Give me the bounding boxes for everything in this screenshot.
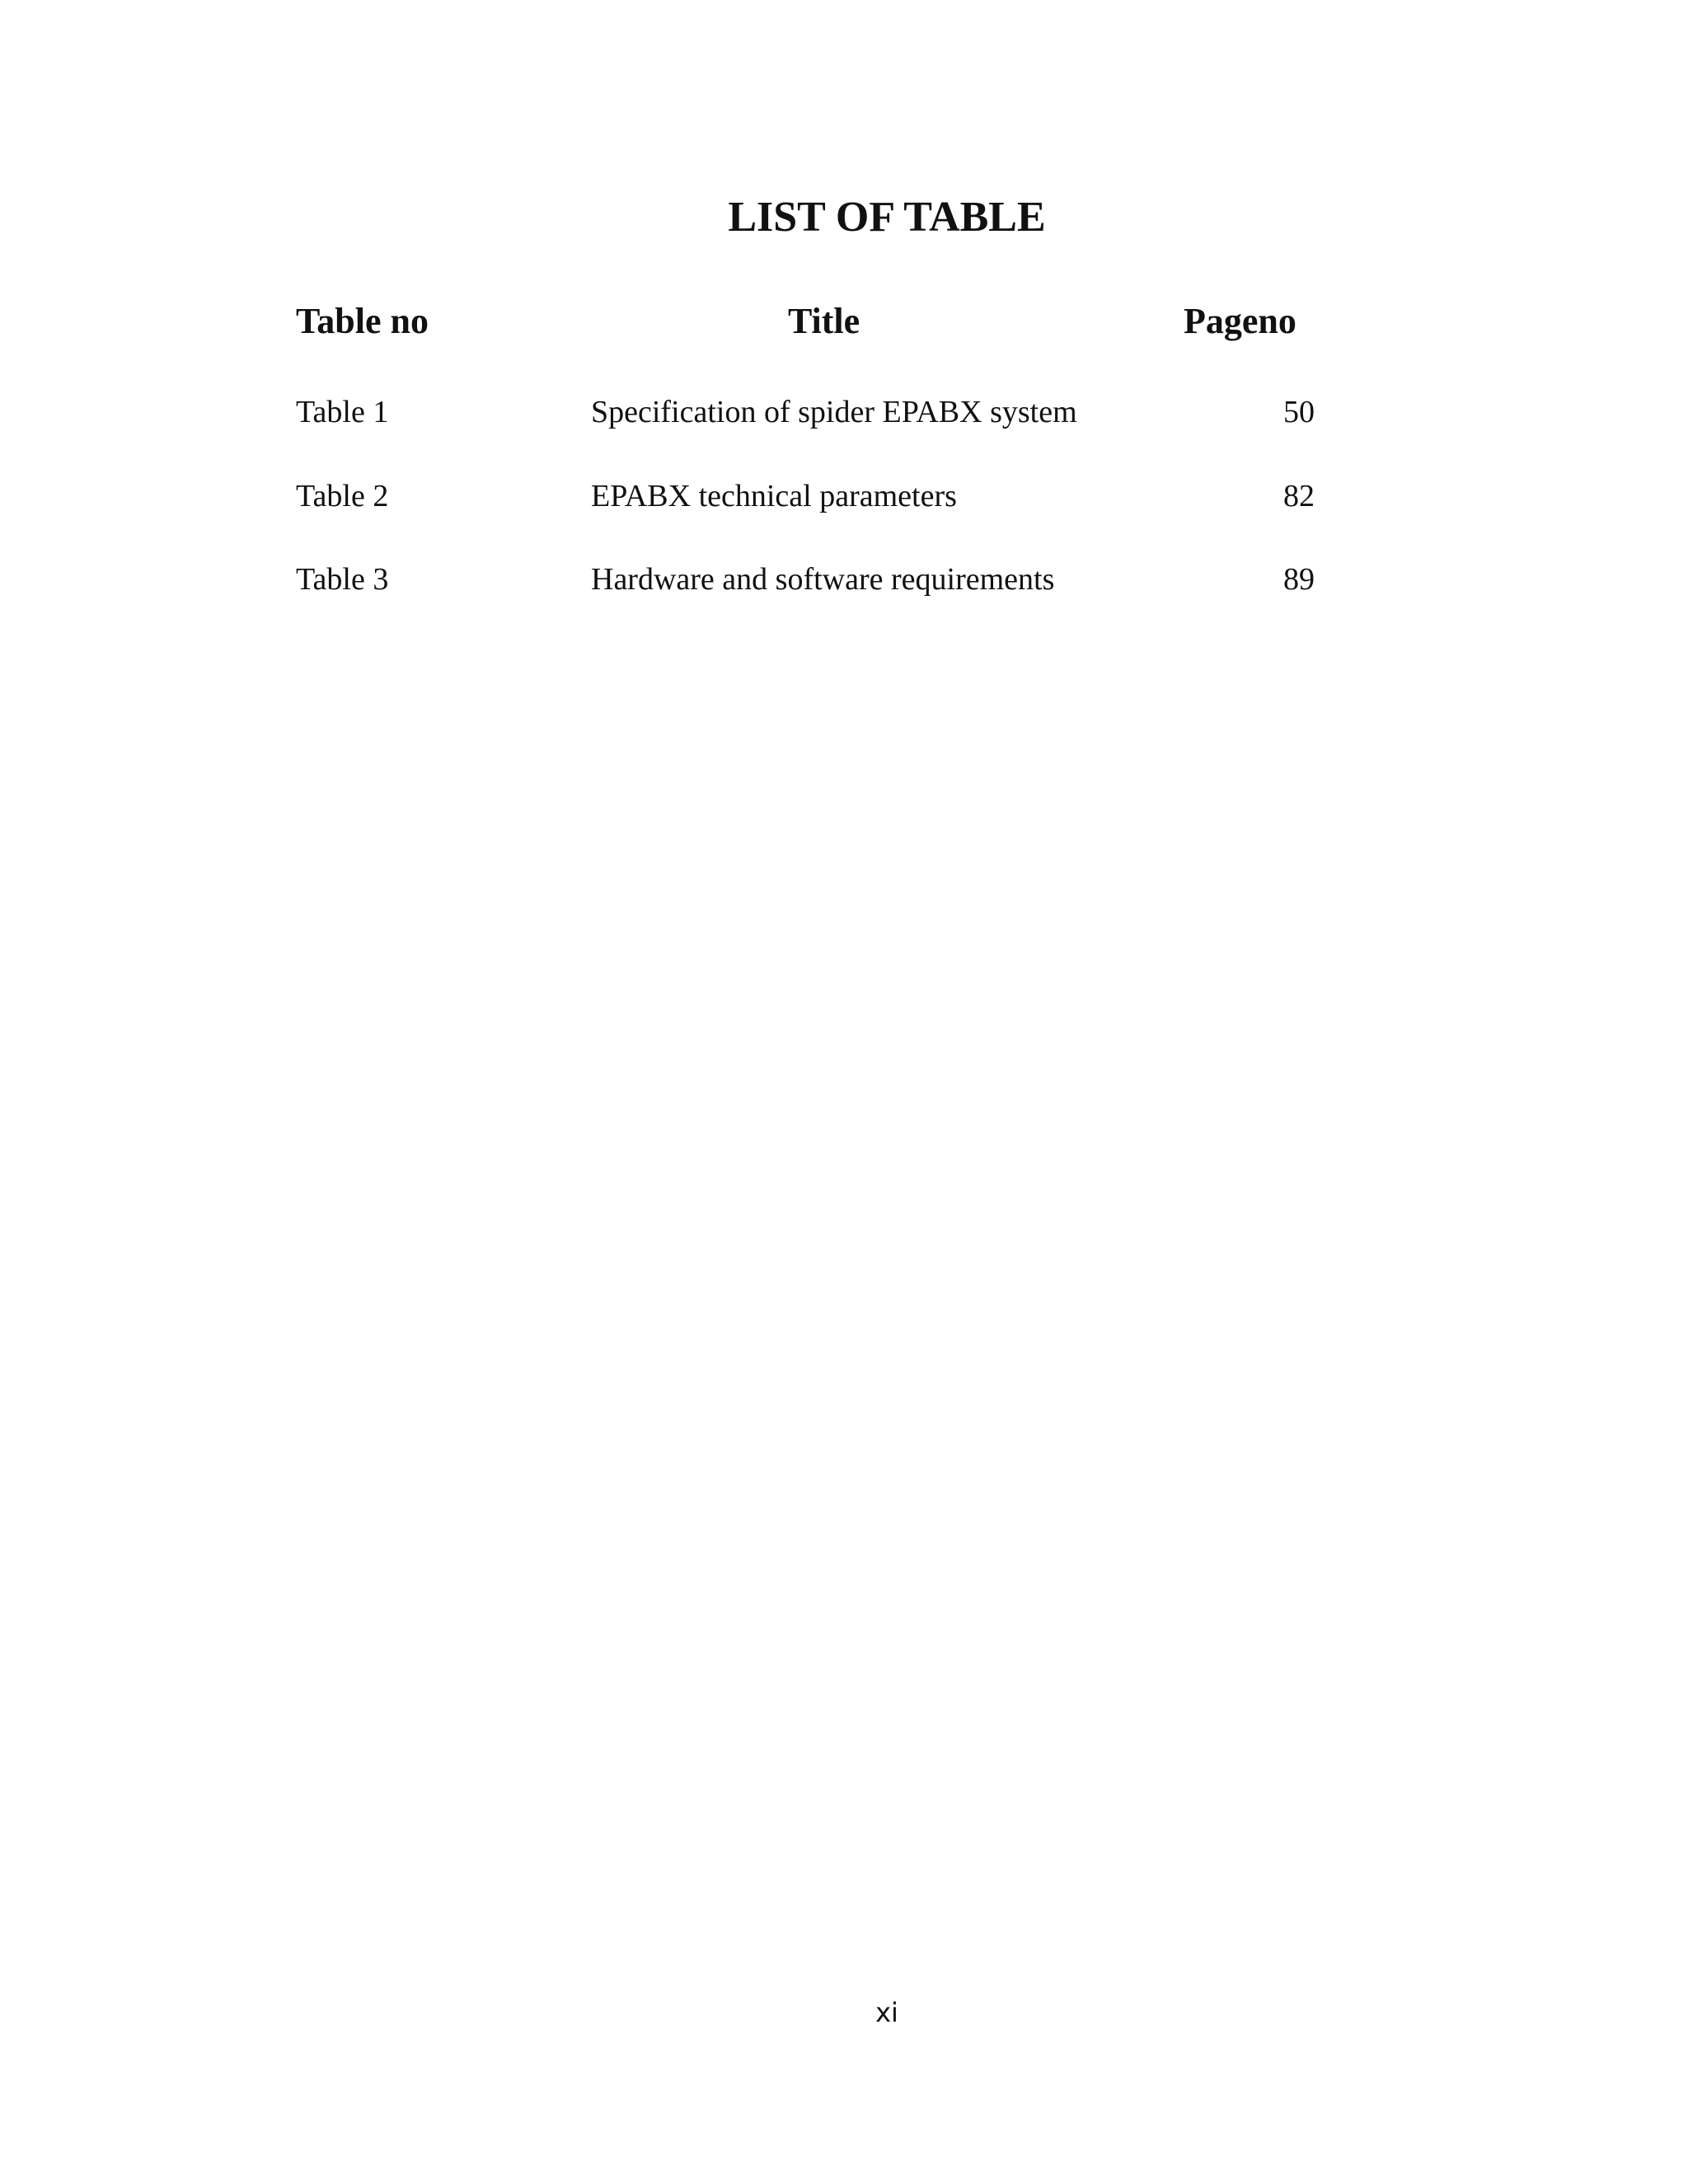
table-list-row [0, 389, 1688, 435]
row-title: Hardware and software requirements [591, 562, 1055, 597]
footer-page-number: xi [875, 1997, 898, 2028]
column-header-title: Title [788, 301, 860, 341]
page-title: LIST OF TABLE [728, 194, 1046, 241]
row-title: EPABX technical parameters [591, 479, 957, 513]
row-page-no: 50 [1283, 395, 1315, 429]
column-header-table-no: Table no [296, 301, 429, 341]
table-list-row [0, 556, 1688, 602]
row-table-no: Table 1 [296, 395, 389, 429]
row-page-no: 82 [1283, 479, 1315, 513]
row-table-no: Table 2 [296, 479, 389, 513]
column-header-page-no: Pageno [1184, 301, 1296, 341]
row-page-no: 89 [1283, 562, 1315, 597]
table-list-row [0, 473, 1688, 519]
row-table-no: Table 3 [296, 562, 389, 597]
row-title: Specification of spider EPABX system [591, 395, 1077, 429]
